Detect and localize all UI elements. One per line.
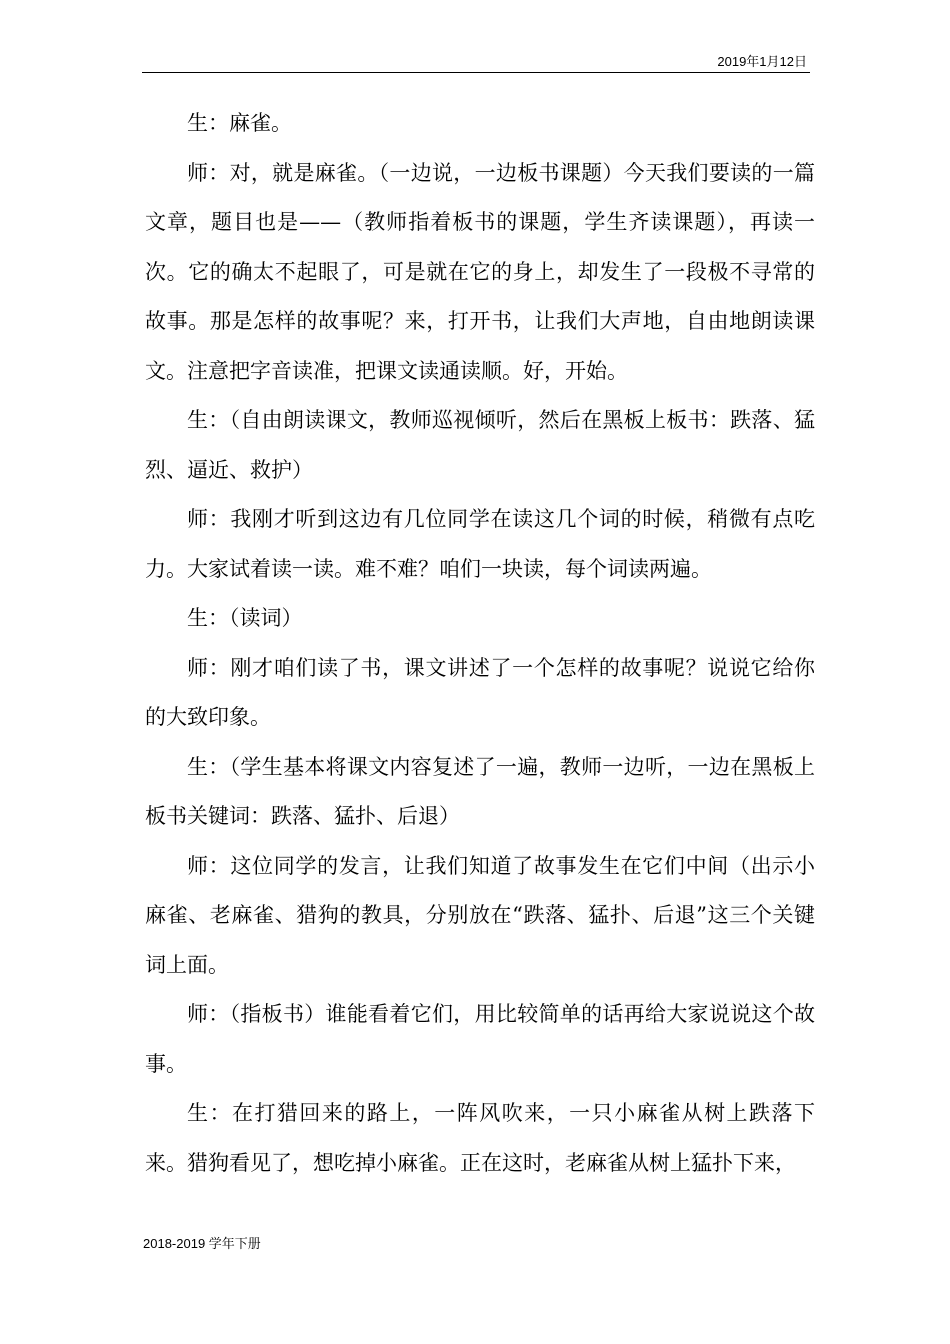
paragraph: 生：在打猎回来的路上，一阵风吹来，一只小麻雀从树上跌落下来。猎狗看见了，想吃掉小麻雀。正在这时，老麻雀从树上猛扑下来，	[145, 1101, 815, 1175]
paragraph: 师：（指板书）谁能看着它们，用比较简单的话再给大家说说这个故事。	[145, 1002, 815, 1076]
footer-text: 2018-2019 学年下册	[143, 1236, 261, 1251]
paragraph: 生：麻雀。	[187, 111, 292, 135]
paragraph: 生：（自由朗读课文，教师巡视倾听，然后在黑板上板书：跌落、猛烈、逼近、救护）	[145, 408, 815, 482]
paragraph: 生：（读词）	[187, 606, 303, 630]
paragraph: 师：刚才咱们读了书，课文讲述了一个怎样的故事呢？说说它给你的大致印象。	[145, 655, 815, 729]
header-divider	[142, 72, 810, 73]
document-body	[145, 99, 815, 1188]
paragraph: 生：（学生基本将课文内容复述了一遍，教师一边听，一边在黑板上板书关键词：跌落、猛扑、后退）	[145, 754, 815, 828]
paragraph: 师：对，就是麻雀。（一边说，一边板书课题）今天我们要读的一篇文章，题目也是——（教师指着板书的课题，学生齐读课题），再读一次。它的确太不起眼了，可是就在它的身上，却发生了一段极不寻常的故事。那是怎样的故事呢？来，打开书，让我们大声地，自由地朗读课文。注意把字音读准，把课文读通读顺。好，开始。	[145, 160, 815, 383]
paragraph: 师：这位同学的发言，让我们知道了故事发生在它们中间（出示小麻雀、老麻雀、猎狗的教具，分别放在“跌落、猛扑、后退”这三个关键词上面。	[145, 853, 815, 977]
header-date: 2019年1月12日	[717, 54, 807, 69]
paragraph: 师：我刚才听到这边有几位同学在读这几个词的时候，稍微有点吃力。大家试着读一读。难不难？咱们一块读，每个词读两遍。	[145, 507, 815, 581]
